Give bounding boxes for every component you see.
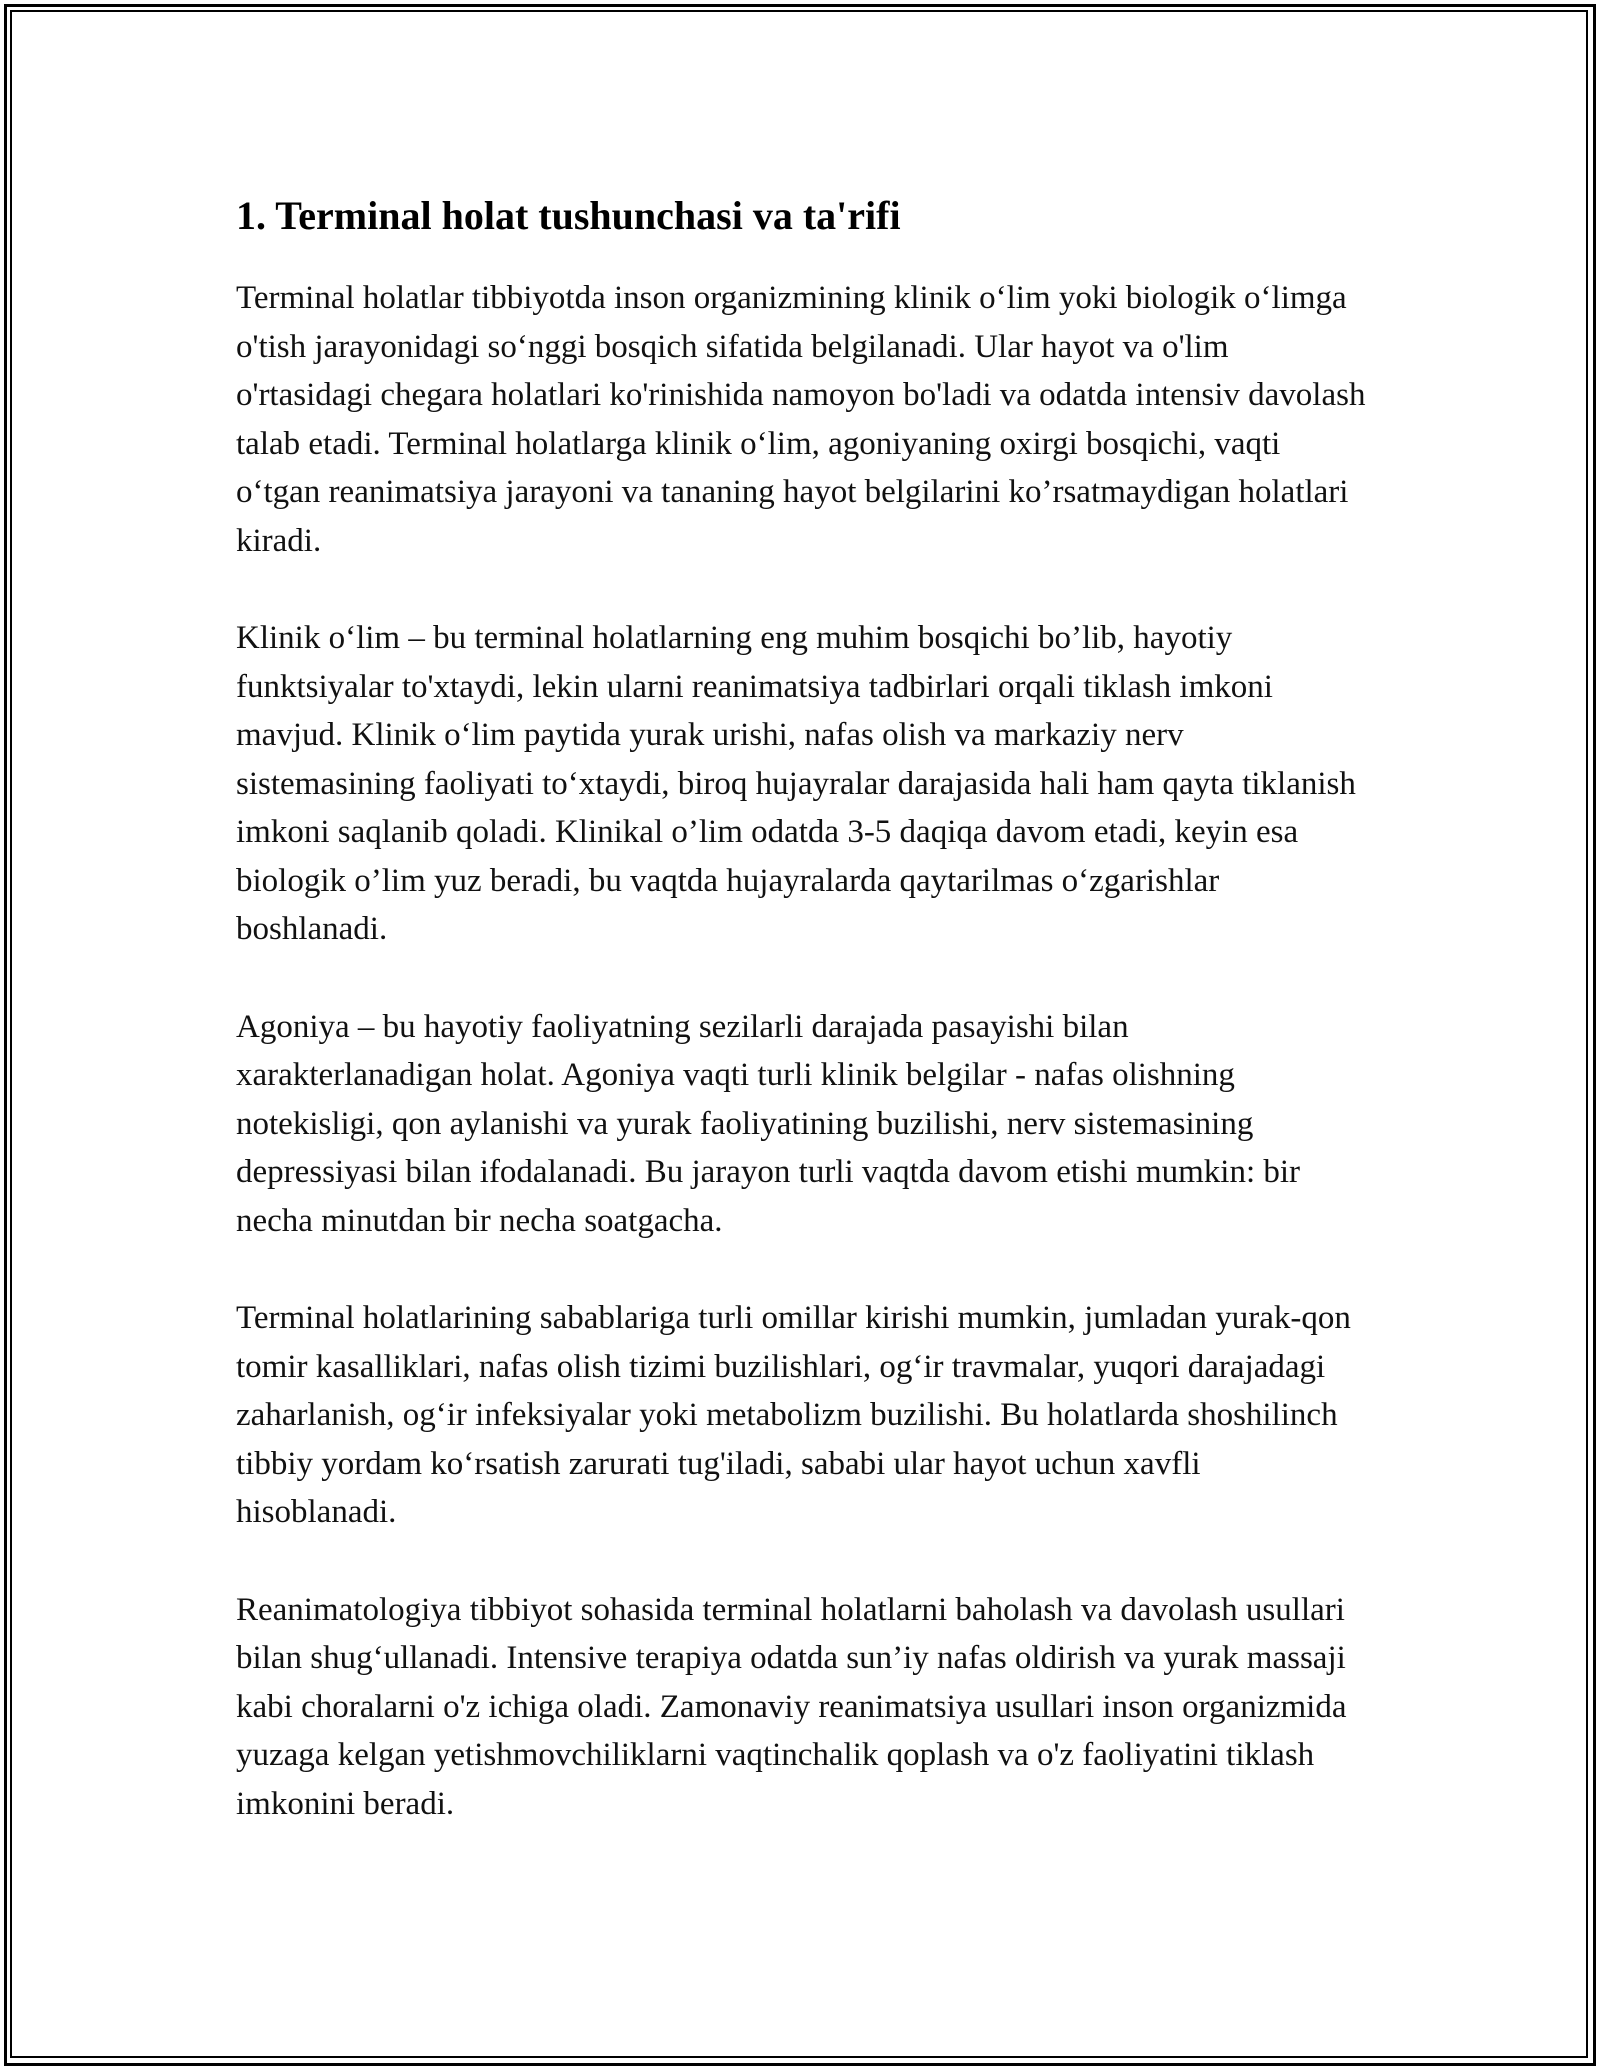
section-heading: 1. Terminal holat tushunchasi va ta'rifi xyxy=(236,193,901,238)
paragraph-sabablar: Terminal holatlarining sabablariga turli omillar kirishi mumkin, jumladan yurak-qon tomir kasalliklari, nafas olish tizimi buzilishlari, og‘ir travmalar, yuqori darajadagi zaharlanish, og‘ir infeksiyalar yoki metabolizm buzilishi. Bu holatlarda shoshilinch tibbiy yordam ko‘rsatish zarurati tug'iladi, sababi ular hayot uchun xavfli hisoblanadi. xyxy=(236,1300,1351,1530)
paragraph-reanimatologiya: Reanimatologiya tibbiyot sohasida terminal holatlarni baholash va davolash usullari bilan shug‘ullanadi. Intensive terapiya odatda sun’iy nafas oldirish va yurak massaji kabi choralarni o'z ichiga oladi. Zamonaviy reanimatsiya usullari inson organizmida yuzaga kelgan yetishmovchiliklarni vaqtinchalik qoplash va o'z faoliyatini tiklash imkonini beradi. xyxy=(236,1591,1347,1822)
paragraph-agoniya: Agoniya – bu hayotiy faoliyatning sezilarli darajada pasayishi bilan xarakterlanadigan holat. Agoniya vaqti turli klinik belgilar - nafas olishning notekisligi, qon aylanishi va yurak faoliyatining buzilishi, nerv sistemasining depressiyasi bilan ifodalanadi. Bu jarayon turli vaqtda davom etishi mumkin: bir necha minutdan bir necha soatgacha. xyxy=(236,1008,1301,1239)
paragraph-klinik-olim: Klinik o‘lim – bu terminal holatlarning eng muhim bosqichi bo’lib, hayotiy funktsiyalar to'xtaydi, lekin ularni reanimatsiya tadbirlari orqali tiklash imkoni mavjud. Klinik o‘lim paytida yurak urishi, nafas olish va markaziy nerv sistemasining faoliyati to‘xtaydi, biroq hujayralar darajasida hali ham qayta tiklanish imkoni saqlanib qoladi. Klinikal o’lim odatda 3-5 daqiqa davom etadi, keyin esa biologik o’lim yuz beradi, bu vaqtda hujayralarda qaytarilmas o‘zgarishlar boshlanadi. xyxy=(236,620,1356,947)
paragraph-terminal-holatlar: Terminal holatlar tibbiyotda inson organizmining klinik o‘lim yoki biologik o‘limga o'tish jarayonidagi so‘nggi bosqich sifatida belgilanadi. Ular hayot va o'lim o'rtasidagi chegara holatlari ko'rinishida namoyon bo'ladi va odatda intensiv davolash talab etadi. Terminal holatlarga klinik o‘lim, agoniyaning oxirgi bosqichi, vaqti o‘tgan reanimatsiya jarayoni va tananing hayot belgilarini ko’rsatmaydigan holatlari kiradi. xyxy=(236,280,1366,559)
document-body xyxy=(236,188,1366,1877)
